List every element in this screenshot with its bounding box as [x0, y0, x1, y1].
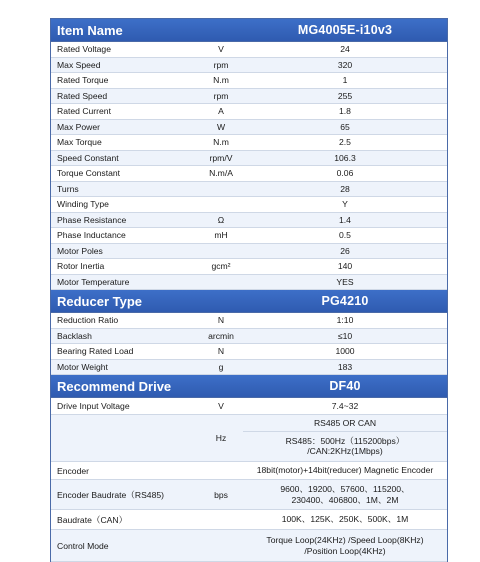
spec-value-rate: RS485：500Hz（115200bps） /CAN:2KHz(1Mbps) [285, 435, 405, 457]
spec-name: Backlash [57, 330, 92, 341]
spec-value-stack [243, 415, 447, 461]
spec-row-speed-constant [51, 151, 447, 167]
spec-name: Motor Weight [57, 361, 108, 372]
header-recommend-drive: Recommend Drive [57, 378, 172, 394]
spec-value: 0.5 [339, 230, 351, 240]
header-drive-model: DF40 [329, 379, 361, 393]
motor-section-header [51, 19, 447, 42]
spec-name: Phase Resistance [57, 214, 127, 225]
spec-name: Drive Input Voltage [57, 401, 130, 411]
spec-unit: N.m/A [209, 168, 233, 179]
spec-row-rated-current [51, 104, 447, 120]
spec-row-max-speed [51, 58, 447, 74]
header-reducer-model: PG4210 [321, 294, 369, 308]
spec-value: 1 [342, 75, 348, 85]
spec-name: Speed Constant [57, 152, 119, 163]
spec-value: 9600、19200、57600、115200、 230400、406800、1M、2M [280, 484, 410, 505]
spec-value: 2.5 [339, 137, 351, 147]
spec-unit: V [218, 44, 224, 55]
spec-name: Max Power [57, 121, 100, 132]
spec-value: 1000 [335, 346, 355, 356]
header-item-name: Item Name [57, 22, 123, 38]
spec-sheet [50, 18, 448, 562]
spec-name: Rated Speed [57, 90, 108, 101]
spec-row-baudrate-can [51, 510, 447, 530]
drive-section-header [51, 375, 447, 398]
spec-row-encoder-baudrate [51, 480, 447, 510]
spec-unit: N [217, 315, 225, 326]
spec-value: 0.06 [336, 168, 354, 178]
spec-name: Encoder [57, 465, 90, 476]
spec-row-rotor-inertia [51, 259, 447, 275]
header-reducer-type: Reducer Type [57, 293, 143, 309]
spec-name: Phase Inductance [57, 230, 126, 241]
spec-row-max-power [51, 120, 447, 136]
spec-unit: N.m [213, 137, 229, 148]
spec-row-rated-speed [51, 89, 447, 105]
spec-unit: mH [214, 230, 228, 241]
spec-value: Torque Loop(24KHz) /Speed Loop(8KHz) /Position Loop(4KHz) [266, 535, 424, 556]
header-model: MG4005E-i10v3 [297, 23, 393, 37]
spec-value: ≤10 [337, 330, 353, 341]
spec-row-motor-weight [51, 360, 447, 376]
spec-value-interface: RS485 OR CAN [243, 415, 447, 432]
spec-value: 18bit(motor)+14bit(reducer) Magnetic Encoder [256, 465, 434, 476]
spec-name: Bearing Rated Load [57, 346, 134, 357]
spec-name: Rated Voltage [57, 44, 111, 55]
spec-name: Rotor Inertia [57, 261, 105, 272]
spec-unit: Hz [215, 433, 227, 443]
spec-name: Max Speed [57, 59, 101, 70]
spec-row-communication [51, 415, 447, 462]
spec-unit: bps [214, 489, 228, 500]
spec-value: 140 [337, 261, 353, 271]
motor-spec-rows [51, 42, 447, 290]
spec-row-phase-resistance [51, 213, 447, 229]
spec-row-encoder [51, 462, 447, 480]
spec-unit: N.m [213, 75, 229, 86]
spec-value: Y [342, 199, 348, 209]
spec-value: 28 [340, 183, 350, 194]
spec-unit: g [218, 361, 224, 372]
spec-name [51, 415, 199, 461]
spec-name: Baudrate（CAN） [57, 514, 128, 525]
reducer-section-header [51, 290, 447, 313]
spec-row-max-torque [51, 135, 447, 151]
spec-row-motor-poles [51, 244, 447, 260]
spec-value: 26 [340, 245, 350, 256]
spec-name: Winding Type [57, 199, 109, 210]
spec-value: 1.4 [339, 214, 351, 225]
spec-row-control-mode [51, 530, 447, 562]
spec-name: Motor Poles [57, 245, 103, 256]
spec-unit: arcmin [208, 330, 234, 341]
spec-value: 65 [340, 121, 350, 132]
spec-unit: rpm [213, 90, 229, 101]
spec-value: 320 [337, 59, 353, 70]
spec-value: 255 [337, 90, 353, 101]
spec-row-winding-type [51, 197, 447, 213]
spec-name: Motor Temperature [57, 276, 130, 287]
spec-unit: Ω [217, 214, 225, 225]
spec-name: Turns [57, 183, 79, 194]
spec-value: 106.3 [334, 152, 356, 163]
spec-unit: W [216, 121, 226, 132]
spec-value: 24 [340, 44, 350, 54]
spec-value: 1:10 [336, 315, 354, 325]
spec-row-rated-voltage [51, 42, 447, 58]
spec-row-torque-constant [51, 166, 447, 182]
spec-name: Torque Constant [57, 168, 121, 179]
spec-row-phase-inductance [51, 228, 447, 244]
spec-value: 7.4~32 [331, 400, 359, 411]
spec-value: YES [336, 276, 354, 287]
spec-row-backlash [51, 329, 447, 345]
spec-row-drive-input-voltage [51, 398, 447, 415]
spec-unit: rpm/V [209, 152, 233, 163]
reducer-spec-rows [51, 313, 447, 375]
spec-unit: N [217, 346, 225, 357]
spec-unit: V [218, 401, 224, 411]
spec-name: Rated Torque [57, 75, 109, 86]
spec-value: 1.8 [339, 106, 351, 116]
spec-row-turns [51, 182, 447, 198]
spec-row-rated-torque [51, 73, 447, 89]
spec-unit: rpm [213, 59, 229, 70]
spec-value: 183 [337, 361, 353, 372]
spec-unit: gcm² [211, 261, 231, 272]
spec-row-reduction-ratio [51, 313, 447, 329]
spec-name: Encoder Baudrate（RS485) [57, 489, 165, 500]
spec-row-bearing-rated-load [51, 344, 447, 360]
spec-name: Rated Current [57, 106, 111, 117]
spec-value: 100K、125K、250K、500K、1M [281, 514, 409, 525]
spec-name: Max Torque [57, 137, 102, 148]
spec-name: Reduction Ratio [57, 315, 119, 326]
spec-row-motor-temperature [51, 275, 447, 291]
spec-name: Control Mode [57, 540, 109, 551]
spec-unit: A [218, 106, 224, 117]
